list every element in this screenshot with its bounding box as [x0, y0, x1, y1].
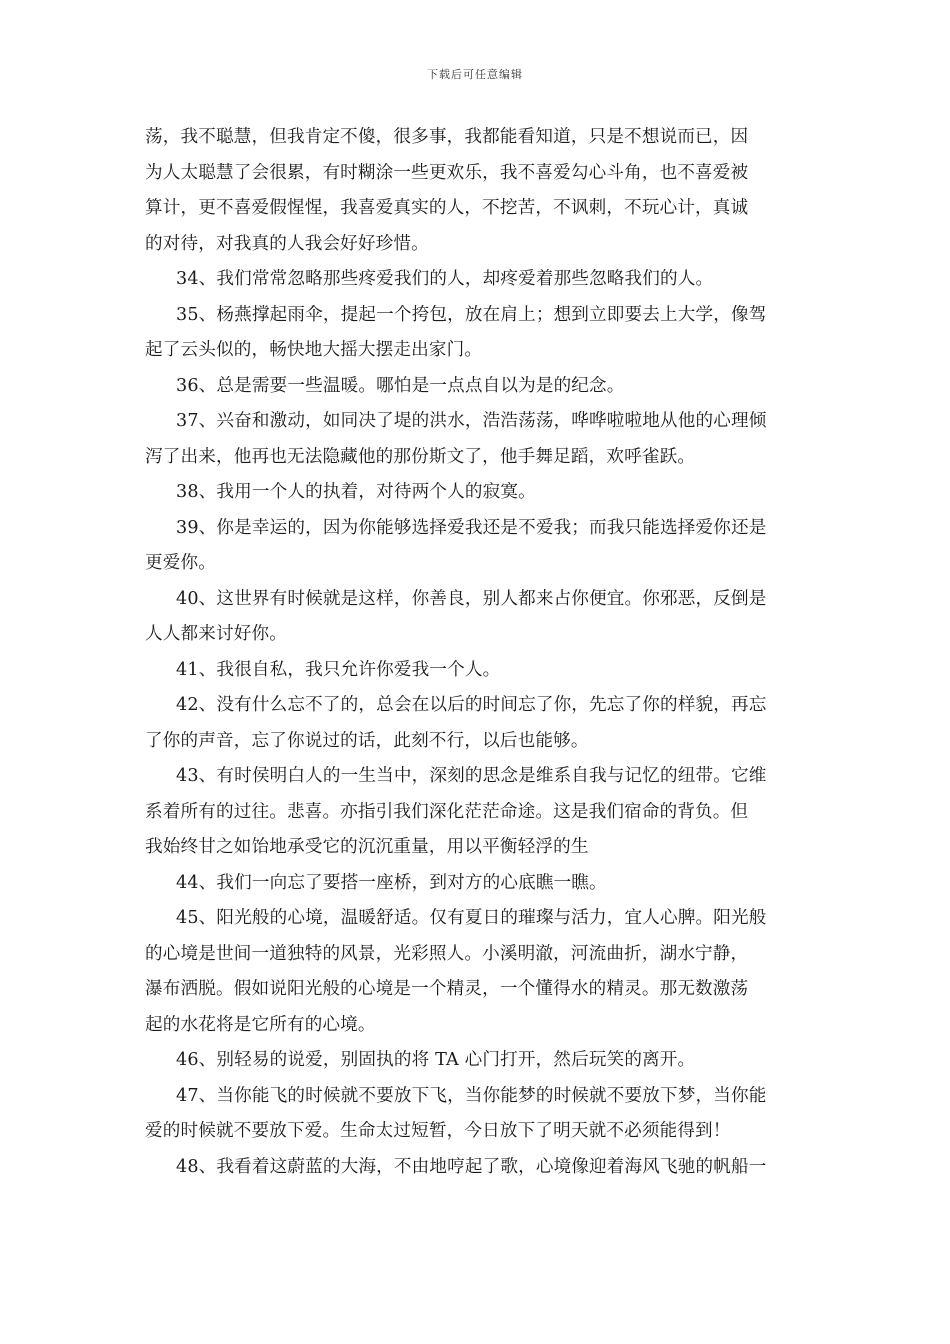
text-line: 人人都来讨好你。 [145, 624, 287, 644]
text-line: 的心境是世间一道独特的风景，光彩照人。小溪明澈，河流曲折，湖水宁静， [145, 943, 749, 964]
text-line: 我始终甘之如饴地承受它的沉沉重量，用以平衡轻浮的生 [145, 837, 589, 857]
text-line: 43、有时侯明白人的一生当中，深刻的思念是维系自我与记忆的纽带。它维 [176, 766, 767, 786]
text-line: 42、没有什么忘不了的，总会在以后的时间忘了你，先忘了你的样貌，再忘 [176, 695, 767, 715]
text-line: 泻了出来，他再也无法隐藏他的那份斯文了，他手舞足蹈，欢呼雀跃。 [145, 446, 696, 467]
text-line: 爱的时候就不要放下爱。生命太过短暂，今日放下了明天就不必须能得到！ [145, 1121, 731, 1141]
text-line: 瀑布洒脱。假如说阳光般的心境是一个精灵，一个懂得水的精灵。那无数激荡 [145, 979, 749, 999]
text-line: 40、这世界有时候就是这样，你善良，别人都来占你便宜。你邪恶，反倒是 [176, 588, 767, 609]
text-line: 算计，更不喜爱假惺惺，我喜爱真实的人，不挖苦，不讽刺，不玩心计，真诚 [145, 198, 749, 218]
text-line: 37、兴奋和激动，如同决了堤的洪水，浩浩荡荡，哗哗啦啦地从他的心理倾 [176, 411, 767, 431]
text-line: 36、总是需要一些温暖。哪怕是一点点自以为是的纪念。 [176, 375, 625, 396]
text-line: 44、我们一向忘了要搭一座桥，到对方的心底瞧一瞧。 [176, 872, 607, 893]
text-line: 为人太聪慧了会很累，有时糊涂一些更欢乐，我不喜爱勾心斗角，也不喜爱被 [145, 162, 749, 183]
text-line: 45、阳光般的心境，温暖舒适。仅有夏日的璀璨与活力，宜人心脾。阳光般 [176, 908, 767, 928]
text-line: 48、我看着这蔚蓝的大海，不由地哼起了歌，心境像迎着海风飞驰的帆船一 [176, 1156, 767, 1177]
page-header-note: 下载后可任意编辑 [427, 68, 523, 81]
text-line: 34、我们常常忽略那些疼爱我们的人，却疼爱着那些忽略我们的人。 [176, 269, 714, 289]
text-line: 38、我用一个人的执着，对待两个人的寂寞。 [176, 482, 536, 502]
text-line: 更爱你。 [145, 553, 216, 573]
text-line: 系着所有的过往。悲喜。亦指引我们深化茫茫命途。这是我们宿命的背负。但 [145, 801, 749, 822]
text-line: 起了云头似的，畅快地大摇大摆走出家门。 [145, 340, 483, 360]
text-line: 起的水花将是它所有的心境。 [145, 1014, 376, 1035]
text-line: 的对待，对我真的人我会好好珍惜。 [145, 233, 429, 254]
document-body [145, 126, 807, 1191]
text-line: 了你的声音，忘了你说过的话，此刻不行，以后也能够。 [145, 730, 589, 751]
text-line: 荡，我不聪慧，但我肯定不傻，很多事，我都能看知道，只是不想说而已，因 [145, 127, 749, 147]
text-line: 35、杨燕撑起雨伞，提起一个挎包，放在肩上；想到立即要去上大学，像驾 [176, 304, 767, 325]
text-line: 47、当你能飞的时候就不要放下飞，当你能梦的时候就不要放下梦，当你能 [176, 1085, 767, 1106]
text-line: 41、我很自私，我只允许你爱我一个人。 [176, 659, 501, 680]
text-line: 39、你是幸运的，因为你能够选择爱我还是不爱我；而我只能选择爱你还是 [176, 517, 767, 538]
text-line: 46、别轻易的说爱，别固执的将 TA 心门打开，然后玩笑的离开。 [176, 1050, 696, 1070]
